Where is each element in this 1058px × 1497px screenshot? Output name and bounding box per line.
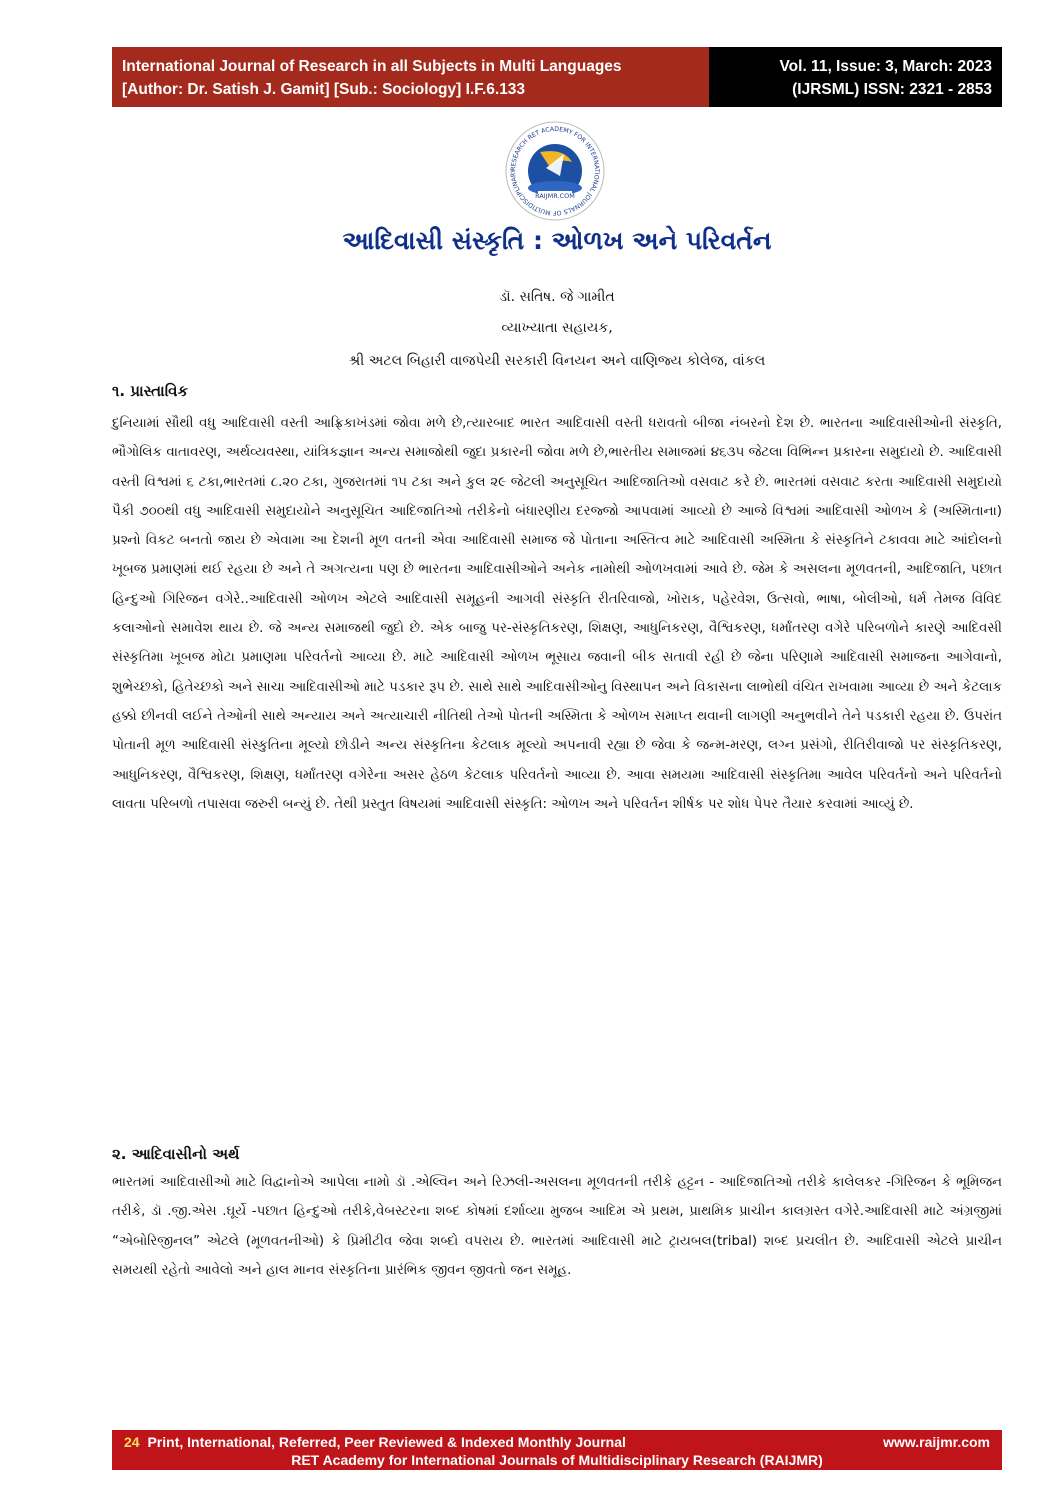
section-body-meaning: ભારતમાં આદિવાસીઓ માટે વિદ્વાનોએ આપેલા નામો ડૉ .એલ્વિન અને રિઝલી-અસલના મૂળવતની તરીકે હટ્ટન - આદિજાતિઓ તરીકે કાલેલકર -ગિરિજન કે ભૂમિજન તરીકે, ડૉ .જી.એસ .ઘૂર્યે -પછાત હિન્દુઓ તરીકે,વેબસ્ટરના શબ્દ કોષમાં દર્શાવ્યા મુજબ આદિમ એ પ્રથમ, પ્રાથમિક પ્રાચીન કાલગ્રસ્ત વગેરે.આદિવાસી માટે અંગ્રજીમાં “એબોરિજીનલ” એટલે (મૂળવતનીઓ) કે પ્રિમીટીવ જેવા શબ્દો વપરાય છે. ભારતમાં આદિવાસી માટે ટ્રાયબલ(tribal) શબ્દ પ્રચલીત છે. આદિવાસી એટલે પ્રાચીન સમયથી રહેતો આવેલો અને હાલ માનવ સંસ્કૃતિના પ્રારંભિક જીવન જીવતો જન સમૂહ. (112, 1175, 1002, 1278)
footer-description (124, 1433, 626, 1451)
author-college: શ્રી અટલ બિહારી વાજપેયી સરકારી વિનયન અને વાણિજ્ય કોલેજ, વાંકલ (348, 353, 766, 369)
footer-line2: RET Academy for International Journals of Multidisciplinary Research (RAIJMR) (291, 1452, 823, 1468)
journal-name: International Journal of Research in all Subjects in Multi Languages (122, 58, 622, 75)
header-issue-info (709, 47, 1002, 107)
page-number: 24 (124, 1434, 140, 1450)
section-heading-introduction: ૧. પ્રાસ્તાવિક (112, 382, 189, 400)
journal-footer (112, 1430, 1002, 1470)
footer-website-link[interactable]: www.raijmr.com (883, 1434, 990, 1450)
logo-arc-text: RESEARCH RET ACADEMY FOR INTERNATIONAL JOURNALS OF MULTIDISCIPLINARY (509, 125, 601, 217)
author-subject-line: [Author: Dr. Satish J. Gamit] [Sub.: Sociology] I.F.6.133 (122, 81, 526, 98)
article-title: આદિવાસી સંસ્કૃતિ : ઓળખ અને પરિવર્તન (342, 226, 772, 255)
logo-site-text: RAIJMR.COM (535, 192, 575, 200)
issn: (IJRSML) ISSN: 2321 - 2853 (792, 81, 992, 98)
author-name: ડૉ. સતિષ. જે ગામીત (499, 289, 615, 305)
section-body-introduction: દુનિયામાં સૌથી વધુ આદિવાસી વસ્તી આફ્રિકાખંડમાં જોવા મળે છે,ત્યારબાદ ભારત આદિવાસી વસ્તી ધરાવતો બીજા નંબરનો દેશ છે. ભારતના આદિવાસીઓની સંસ્કૃતિ, ભૌગોલિક વાતાવરણ, અર્થવ્યવસ્થા, યાંત્રિકજ્ઞાન અન્ય સમાજોથી જુદા પ્રકારની જોવા મળે છે,ભારતીય સમાજમાં ૪૬૩૫ જેટલા વિભિન્ન પ્રકારના સમુદાયો છે. આદિવાસી વસ્તી વિશ્વમાં ૬ ટકા,ભારતમાં ૮.૨૦ ટકા, ગુજરાતમાં ૧૫ ટકા અને કુલ ૨૯ જેટલી અનુસૂચિત આદિજાતિઓ વસવાટ કરે છે. ભારતમાં વસવાટ કરતા આદિવાસી સમુદાયો પૈકી ૭૦૦થી વધુ આદિવાસી સમુદાયોને અનુસૂચિત આદિજાતિઓ તરીકેનો બંધારણીય દરજ્જો આપવામાં આવ્યો છે આજે વિશ્વમાં આદિવાસી ઓળખ કે (અસ્મિતાના) પ્રશ્નો વિકટ બનતો જાય છે એવામા આ દેશની મૂળ વતની એવા આદિવાસી સમાજ જે પોતાના અસ્તિત્વ માટે આદિવાસી અસ્મિતા કે સંસ્કૃતિને ટકાવવા માટે આંદોલનો ખૂબજ પ્રમાણમાં થઈ રહયા છે અને તે અગત્યના પણ છે ભારતના આદિવાસીઓને અનેક નામોથી ઓળખવામાં આવે છે. જેમ કે અસલના મૂળવતની, આદિજાતિ, પછાત હિન્દુઓ ગિરિજન વગેરે..આદિવાસી ઓળખ એટલે આદિવાસી સમૂહની આગવી સંસ્કૃતિ રીતરિવાજો, ખોરાક, પહેરવેશ, ઉત્સવો, ભાષા, બોલીઓ, ધર્મ તેમજ વિવિદ કલાઓનો સમાવેશ થાય છે. જે અન્ય સમાજથી જુદો છે. એક બાજુ પર-સંસ્કૃતિકરણ, શિક્ષણ, આધુનિકરણ, વૈશ્વિકરણ, ધર્માંતરણ વગેરે પરિબળોને કારણે આદિવસી સંસ્કૃતિમા ખૂબજ મોટા પ્રમાણમા પરિવર્તનો આવ્યા છે. માટે આદિવાસી ઓળખ ભૂસાય જવાની બીક સતાવી રહી છે જેના પરિણામે આદિવાસી સમાજના આગેવાનો, શુભેચ્છકો, હિતેચ્છકો અને સાચા આદિવાસીઓ માટે પડકાર રૂપ છે. સાથે સાથે આદિવાસીઓનુ વિસ્થાપન અને વિકાસના લાભોથી વંચિત રાખવામા આવ્યા છે અને કેટલાક હક્કો છીનવી લઈને તેઓની સાથે અન્યાય અને અત્યાચારી નીતિથી તેઓ પોતની અસ્મિતા કે ઓળખ સમાપ્ત થવાની લાગણી અનુભવીને તેને પડકારી રહયા છે. ઉપરાંત પોતાની મૂળ આદિવાસી સંસ્કુતિના મૂલ્યો છોડીને અન્ય સંસ્કૃતિના કેટલાક મૂલ્યો અપનાવી રહ્યા છે જેવા કે જન્મ-મરણ, લગ્ન પ્રસંગો, રીતિરીવાજો પર સંસ્કૃતિકરણ, આધુનિકરણ, વૈશ્વિકરણ, શિક્ષણ, ધર્માંતરણ વગેરેના અસર હેઠળ કેટલાક પરિવર્તનો આવ્યા છે. આવા સમયમા આદિવાસી સંસ્કૃતિમા આવેલ પરિવર્તનો અને પરિવર્તનો લાવતા પરિબળો તપાસવા જરુરી બન્યું છે. તેથી પ્રસ્તુત વિષયમાં આદિવાસી સંસ્કૃતિ: ઓળખ અને પરિવર્તન શીર્ષક પર શોધ પેપર તૈયાર કરવામાં આવ્યું છે. (112, 416, 1002, 812)
footer-line1: Print, International, Referred, Peer Reviewed & Indexed Monthly Journal (147, 1434, 626, 1450)
journal-logo (502, 118, 608, 224)
journal-header (112, 47, 1002, 107)
header-journal-info (112, 47, 709, 107)
volume-issue: Vol. 11, Issue: 3, March: 2023 (779, 58, 992, 75)
author-designation: વ્યાખ્યાતા સહાયક, (501, 320, 613, 336)
section-heading-meaning: ૨. આદિવાસીનો અર્થ (112, 1145, 240, 1163)
